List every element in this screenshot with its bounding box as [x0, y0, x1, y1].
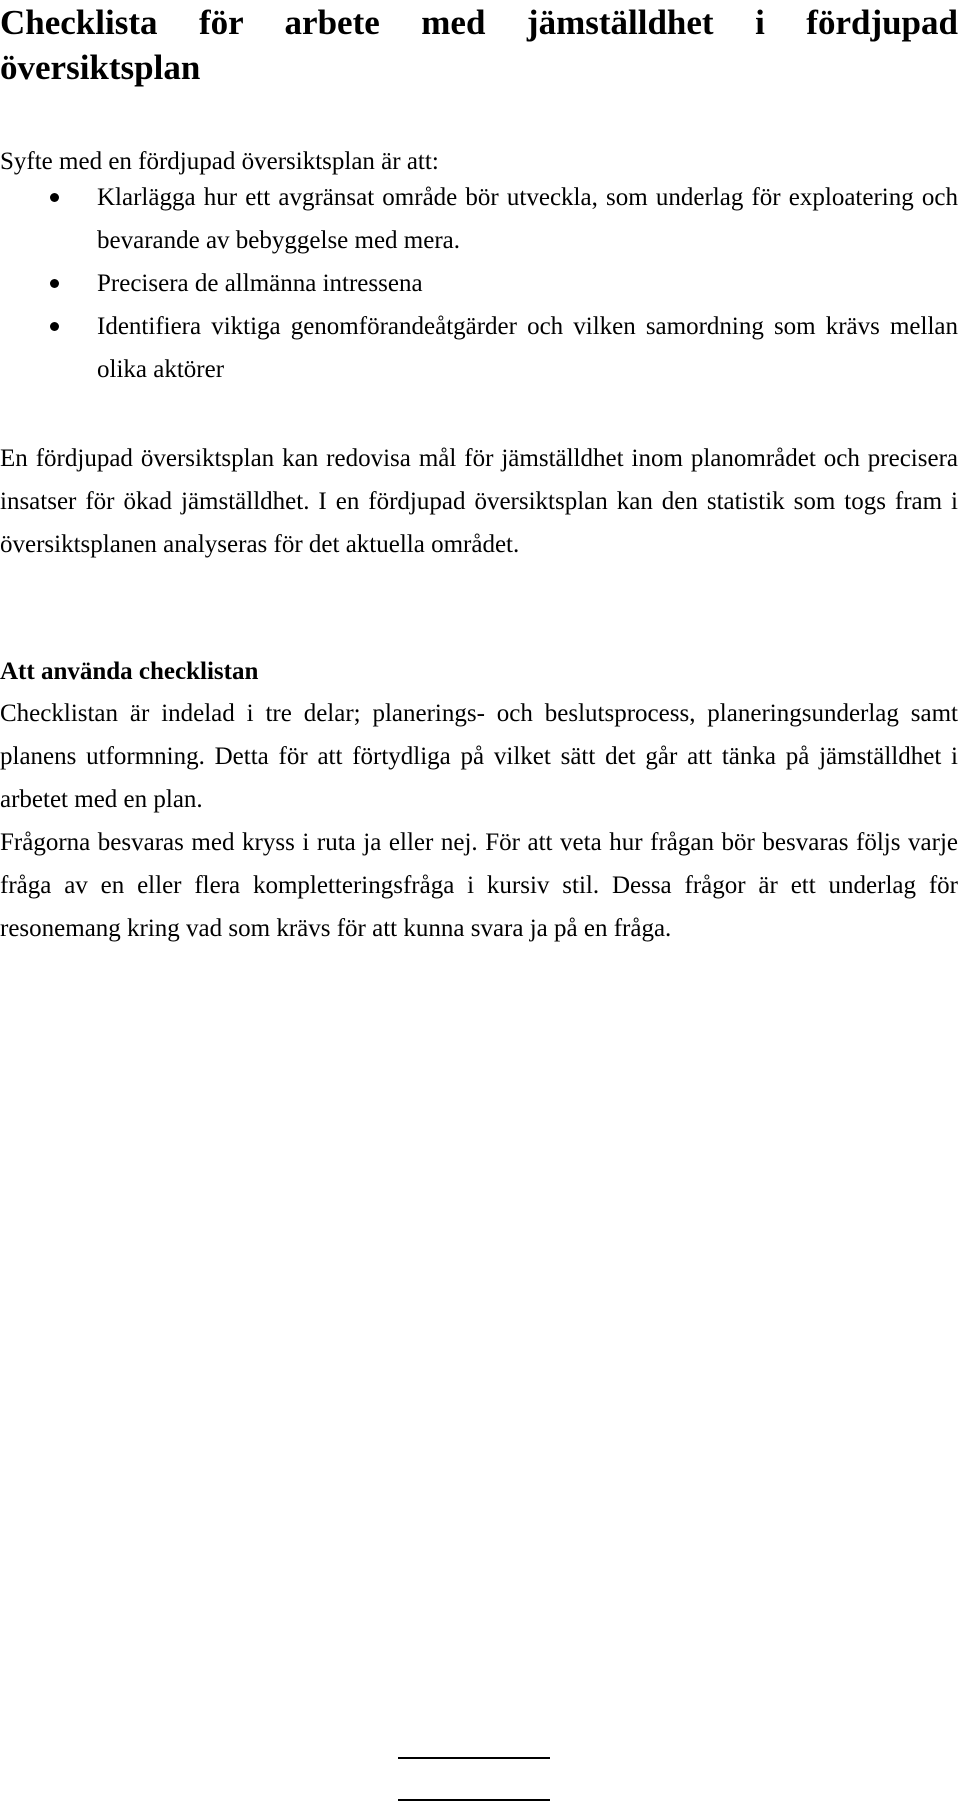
- bullet-dot-icon: [50, 193, 59, 202]
- document-title: Checklista för arbete med jämställdhet i fördjupad översiktsplan: [0, 3, 958, 87]
- bullet-text: Klarlägga hur ett avgränsat område bör utveckla, som underlag för exploatering och bevarande av bebyggelse med mera.: [97, 184, 958, 254]
- bullet-dot-icon: [50, 322, 59, 331]
- bullet-item: [0, 262, 958, 305]
- footnote-separator-line: [398, 1757, 550, 1759]
- footnote-separator-line: [398, 1799, 550, 1801]
- bullet-item: [0, 305, 958, 391]
- bullet-text: Identifiera viktiga genomförandeåtgärder och vilken samordning som krävs mellan olika aktörer: [97, 313, 958, 383]
- intro-text: Syfte med en fördjupad översiktsplan är att:: [0, 148, 439, 175]
- paragraph-answers: Frågorna besvaras med kryss i ruta ja eller nej. För att veta hur frågan bör besvaras följs varje fråga av en eller flera kompletteringsfråga i kursiv stil. Dessa frågor är ett underlag för resonemang kring vad som krävs för att kunna svara ja på en fråga.: [0, 829, 958, 942]
- section-heading: Att använda checklistan: [0, 658, 259, 685]
- paragraph-goals: En fördjupad översiktsplan kan redovisa mål för jämställdhet inom planområdet och precisera insatser för ökad jämställdhet. I en fördjupad översiktsplan kan den statistik som togs fram i översiktsplanen analyseras för det aktuella området.: [0, 445, 958, 558]
- paragraph-structure: Checklistan är indelad i tre delar; planerings- och beslutsprocess, planeringsunderlag samt planens utformning. Detta för att förtydliga på vilket sätt det går att tänka på jämställdhet i arbetet med en plan.: [0, 700, 958, 813]
- bullet-dot-icon: [50, 279, 59, 288]
- bullet-item: [0, 176, 958, 262]
- bullet-text: Precisera de allmänna intressena: [97, 270, 423, 297]
- purpose-bullet-list: [0, 176, 958, 391]
